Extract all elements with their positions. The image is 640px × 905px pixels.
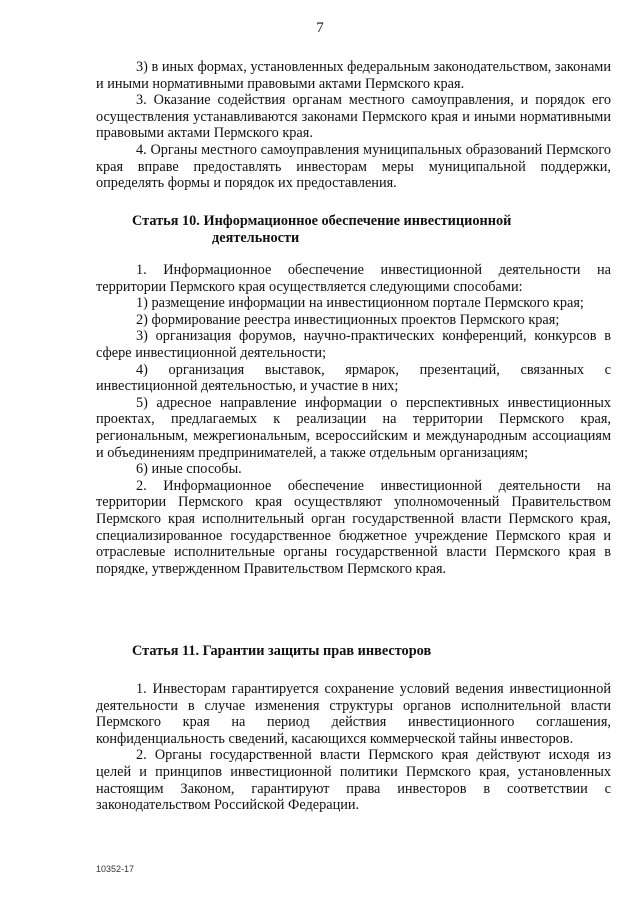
intro-block [96,59,611,192]
paragraph: 6) иные способы. [136,461,242,478]
document-code: 10352-17 [96,864,135,874]
paragraph: 4) организация выставок, ярмарок, презентаций, связанных с инвестиционной деятельностью, и участие в них; [96,361,611,395]
article-10-heading-line-1: Статья 10. Информационное обеспечение инвестиционной [132,213,512,229]
article-10-body [96,262,611,577]
paragraph: 3) организация форумов, научно-практических конференций, конкурсов в сфере инвестиционной деятельности; [96,328,611,361]
article-11-heading-text: Статья 11. Гарантии защиты прав инвесторов [132,643,432,659]
paragraph: 1) размещение информации на инвестиционном портале Пермского края; [136,295,584,312]
article-11-heading [132,643,592,660]
paragraph: 4. Органы местного самоуправления муниципальных образований Пермского края вправе предоставлять инвесторам меры муниципальной поддержки, определять формы и порядок их предоставления. [96,141,611,192]
paragraph: 5) адресное направление информации о перспективных инвестиционных проектах, предлагаемых к реализации на территории Пермского края, региональным, межрегиональным, всероссийским и международным ассоциациям и объединениям предпринимателей, а также отдельным организациям; [96,394,611,461]
paragraph: 3) в иных формах, установленных федеральным законодательством, законами и иными нормативными правовыми актами Пермского края. [96,59,611,92]
paragraph: 1. Инвесторам гарантируется сохранение условий ведения инвестиционной деятельности в случае изменения структуры органов исполнительной власти Пермского края на период действия инвестиционного соглашения, конфиденциальность сведений, касающихся коммерческой тайны инвесторов. [96,681,611,747]
paragraph: 1. Информационное обеспечение инвестиционной деятельности на территории Пермского края осуществляется следующими способами: [96,262,611,295]
paragraph: 2. Органы государственной власти Пермского края действуют исходя из целей и принципов инвестиционной политики Пермского края, установленных настоящим Законом, гарантируют права инвесторов в соответствии с законодательством Российской Федерации. [96,747,611,814]
page-number: 7 [316,20,324,36]
paragraph: 3. Оказание содействия органам местного самоуправления, и порядок его осуществления устанавливаются законами Пермского края и иными нормативными правовыми актами Пермского края. [96,92,611,142]
article-10-heading [132,213,592,246]
paragraph: 2) формирование реестра инвестиционных проектов Пермского края; [136,311,560,328]
paragraph: 2. Информационное обеспечение инвестиционной деятельности на территории Пермского края осуществляют уполномоченный Правительством Пермского края исполнительный орган государственной власти Пермского края, специализированное государственное бюджетное учреждение Пермского края и отраслевые исполнительные органы государственной власти Пермского края в порядке, утвержденном Правительством Пермского края. [96,477,611,577]
article-10-heading-line-2: деятельности [212,229,300,246]
article-11-body [96,681,611,814]
